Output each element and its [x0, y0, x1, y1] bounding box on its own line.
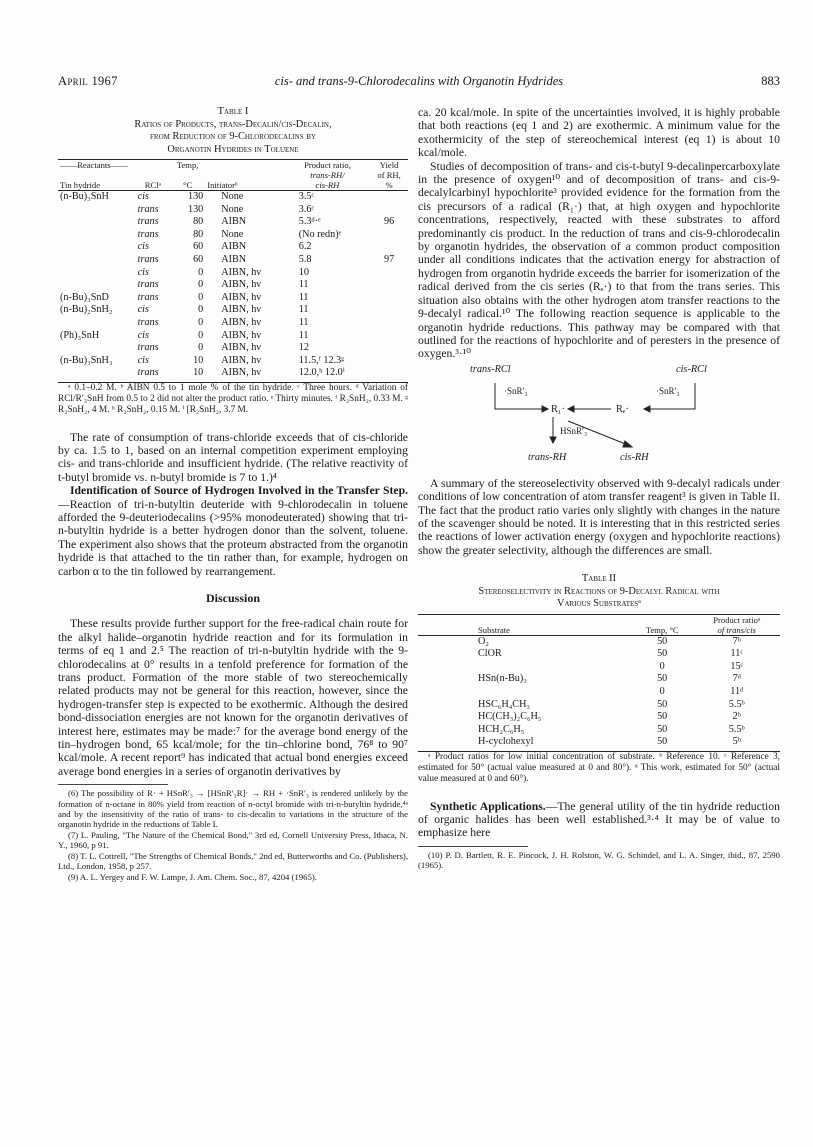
table-cell — [418, 686, 631, 699]
table-cell — [370, 292, 408, 305]
table-cell: trans — [137, 203, 159, 215]
table1-header: of RH, — [377, 170, 401, 180]
table-cell — [370, 241, 408, 254]
table-cell: 5.5ᵇ — [728, 723, 745, 735]
table-cell: AIBN, hν — [221, 291, 261, 303]
table-cell: 0 — [198, 329, 204, 341]
paragraph: —The general utility of the tin hydride reduction of organic halides has been well established.³·⁴ It may be of value to emphasize here — [418, 799, 780, 840]
table-row — [58, 216, 408, 229]
table-row — [58, 254, 408, 267]
scheme-trans-rcl: trans-RCl — [470, 363, 511, 375]
table-cell — [58, 279, 136, 292]
paragraph: These results provide further support for the free-radical chain route for the alkyl halide–organotin hydride reaction and for its formulation in terms of eq 1 and 2.⁵ The reaction of tri-n-butyltin hydride with the 9-chlorodecalins at 0° results in a tenfold preference for formation of the trans product. Formation of the more stable of two stereochemically related products may not be general for this reaction, however, since the hydrogen-transfer step is expected to be exothermic. Although the desired bond-dissociation energies are not known for the organotin derivatives of interest here, estimates may be made:⁷ for the average bond energy of the tin–hydrogen bond, 65 kcal/mole; for the tin–chlorine bond, 76⁸ to 90⁷ kcal/mole. A recent report⁹ has indicated that actual bond energies exceed average bond energies in a series of organotin derivatives by — [58, 617, 408, 778]
table-cell: 80 — [193, 228, 204, 240]
table-cell: 50 — [657, 736, 668, 748]
table1-header: Product ratio, — [304, 160, 351, 170]
table-cell: 50 — [657, 673, 668, 685]
table1-caption-line: from Reduction of 9-Chlorodecalins by — [150, 131, 316, 142]
section-heading: Discussion — [205, 590, 261, 605]
table-row — [418, 635, 780, 648]
table-cell — [370, 191, 408, 204]
table-cell — [58, 267, 136, 280]
table-row — [418, 673, 780, 686]
table-cell: 0 — [198, 266, 204, 278]
table2-header: Temp, °C — [645, 624, 679, 635]
table2-caption-line: Stereoselectivity in Reactions of 9-Decalyl Radical with — [478, 585, 720, 597]
table-cell: 5.5ᵇ — [728, 698, 745, 710]
table-cell: 96 — [384, 216, 395, 228]
footnote: (7) L. Pauling, "The Nature of the Chemical Bond," 3rd ed, Cornell University Press, Ithaca, N. Y., 1960, p 91. — [58, 829, 408, 851]
table1-header: Yield — [379, 160, 399, 170]
table2-caption-line: Various Substratesᵃ — [556, 598, 642, 610]
footnote: (6) The possibility of R· + HSnR′₃ → [HSnR′₃R]· → RH + ·SnR′₃ is rendered unlikely by the formation of n-octane in 80% yield from reaction of n-octyl bromide with tri-n-butyltin hydride,⁴ᵃ and by the insensitivity of the ratio of trans- to cis-decalin to variations in the structure of the organotin hydride in the reductions of Table I. — [58, 788, 408, 830]
table-cell: 11.5,ᶠ 12.3ᵍ — [298, 354, 345, 366]
table-row — [418, 724, 780, 737]
table-cell: (No redn)ᵉ — [298, 228, 342, 240]
table-cell: (n-Bu)₃SnH — [60, 191, 109, 202]
table-cell — [58, 367, 136, 380]
table-cell: 7ᵈ — [732, 673, 741, 685]
table-cell — [58, 229, 136, 242]
table-cell: 12.0,ʰ 12.0ⁱ — [298, 367, 345, 379]
table-cell: 15ᶜ — [730, 660, 744, 672]
table-cell: AIBN, hν — [221, 279, 261, 291]
scheme-hsnr: HSnR′₃ — [560, 425, 588, 436]
table-row — [58, 191, 408, 204]
table1-header: Initiatorᵇ — [207, 180, 238, 190]
scheme-arrows — [418, 361, 780, 477]
table-cell: None — [221, 228, 244, 240]
table-row — [418, 711, 780, 724]
table-cell: 0 — [198, 304, 204, 316]
table-cell — [370, 229, 408, 242]
table-cell: 0 — [198, 342, 204, 354]
subsection-heading: Synthetic Applications. — [430, 799, 546, 813]
footnote: (9) A. L. Yergey and F. W. Lampe, J. Am. Chem. Soc., 87, 4204 (1965). — [68, 871, 317, 882]
table-cell: HCH₂C₆H₅ — [478, 723, 525, 735]
table-cell: trans — [137, 342, 159, 354]
paragraph: The rate of consumption of trans-chloride exceeds that of cis-chloride by ca. 1.5 to 1, based on an internal competition experiment employing cis- and trans-chloride and insufficient hydride. (The relative reactivity of t-butyl bromide vs. n-butyl bromide is 7 to 1.)⁴ — [58, 430, 408, 484]
table-cell — [58, 342, 136, 355]
table1-caption-line: Organotin Hydrides in Toluene — [167, 143, 299, 155]
table-cell: HSC₆H₄CH₃ — [478, 698, 530, 710]
table-cell: 3.6ᶜ — [298, 203, 315, 215]
table-cell: cis — [137, 241, 149, 253]
table-cell: trans — [137, 228, 159, 240]
table-cell: 130 — [187, 191, 204, 202]
table-cell: 50 — [657, 698, 668, 710]
table-cell: 11ᵈ — [730, 686, 744, 698]
table-cell: 60 — [193, 241, 204, 253]
table-cell: AIBN, hν — [221, 266, 261, 278]
table1-header: cis-RH — [315, 180, 340, 190]
table1-label: Table I — [217, 106, 249, 117]
table-cell: trans — [137, 279, 159, 291]
table-row — [58, 279, 408, 292]
reaction-scheme — [418, 361, 780, 477]
table-cell — [58, 254, 136, 267]
scheme-snr-left: ·SnR′₃ — [504, 385, 528, 396]
table2-notes-text: ᵃ Product ratios for low initial concentration of substrate. ᵇ Reference 10. ᶜ Reference 3, estimated for 50° (actual value measured at 0 and 80°). ᵈ This work, estimated for 50° (actual value measured at 0 and 60°). — [418, 752, 780, 785]
table-cell: 0 — [198, 291, 204, 303]
table1-header: % — [385, 180, 393, 190]
running-header — [58, 74, 780, 92]
scheme-r1: R₁· — [551, 403, 565, 415]
table-cell: 11 — [298, 316, 309, 328]
table-cell: 97 — [384, 253, 395, 265]
table-cell: 60 — [193, 253, 204, 265]
table-cell: trans — [137, 216, 159, 228]
scheme-snr-right: ·SnR′₃ — [656, 385, 680, 396]
table-cell — [370, 367, 408, 380]
table-cell — [58, 204, 136, 217]
table-cell: AIBN, hν — [221, 354, 261, 366]
table-cell: 5.3ᵈ·ᵉ — [298, 216, 321, 228]
header-title: cis- and trans-9-Chlorodecalins with Organotin Hydrides — [274, 74, 564, 88]
footnote: (10) P. D. Bartlett, R. E. Pincock, J. H. Rolston, W. G. Schindel, and L. A. Singer, ibid., 87, 2590 (1965). — [418, 849, 780, 871]
table1-header: Tin hydride — [60, 180, 101, 190]
table2-header: Product ratioᵃ — [713, 614, 761, 625]
table-cell: trans — [137, 253, 159, 265]
table-cell — [370, 267, 408, 280]
table-cell — [370, 342, 408, 355]
table-cell: AIBN — [221, 241, 247, 253]
left-column — [58, 106, 408, 882]
table1-caption-line: Ratios of Products, trans-Decalin/cis-Decalin, — [134, 118, 332, 130]
table-cell — [370, 355, 408, 368]
paragraph: ca. 20 kcal/mole. In spite of the uncertainties involved, it is highly probable that both reactions (eq 1 and 2) are exothermic. A minimum value for the exothermicity of the step of stereochemical interest (eq 1) is about 10 kcal/mole. — [418, 106, 780, 160]
paragraph: Studies of decomposition of trans- and cis-t-butyl 9-decalinpercarboxylate in the presence of oxygen¹⁰ and of decomposition of trans- and cis-9-decalylcarbinyl hypochlorite³ provided evidence for the formation from the cis precursors of a radical (R₁·) that, at high oxygen and hypochlorite concentrations, respectively, reacted with these substrates to afford predominantly cis product. In the reduction of trans and cis-9-chlorodecalin by organotin hydrides, the observation of a common product composition under all conditions indicates that the activation energy for abstraction of hydrogen from organotin hydride exceeds the barrier for isomerization of the radical derived from the cis series (Rₑ·) to that from the trans series. This situation also obtains with the other hydrogen atom transfer reactions to the 9-decalyl radical.¹⁰ The following reaction sequence is applicable to the organotin hydride reductions. This pathway may be compared with that outlined for the reactions of hypochlorite and of peresters in the presence of oxygen.³·¹⁰ — [418, 159, 780, 361]
table-cell: AIBN, hν — [221, 367, 261, 379]
table-cell: None — [221, 191, 244, 202]
table-cell: 50 — [657, 648, 668, 660]
table-cell: 11 — [298, 279, 309, 291]
table-cell: 0 — [198, 279, 204, 291]
table-cell: cis — [137, 191, 149, 202]
table-cell: 50 — [657, 711, 668, 723]
table-cell: AIBN, hν — [221, 329, 261, 341]
paragraph: —Reaction of tri-n-butyltin deuteride with 9-chlorodecalin in toluene afforded the 9-deuteriodecalins (>95% monodeuterated) showing that tri-n-butyltin hydride is a better hydrogen donor than the solvent, toluene. The experiment also shows that the proteum abstracted from the organotin hydride is that attached to the tin rather than, for example, hydrogen on carbon α to the tin followed by rearrangement. — [58, 497, 408, 578]
table2-notes — [418, 752, 780, 786]
table-cell: trans — [137, 291, 159, 303]
table-cell: 10 — [193, 354, 204, 366]
table-cell: (n-Bu)₃SnH₃ — [60, 354, 113, 366]
table-row — [58, 367, 408, 380]
table-cell: O₂ — [478, 635, 489, 647]
table-cell: cis — [137, 354, 149, 366]
table-row — [418, 648, 780, 661]
table-cell: cis — [137, 304, 149, 316]
table1-header: °C — [183, 180, 193, 190]
table-cell: 11 — [298, 291, 309, 303]
table1-header: RClᵃ — [144, 180, 161, 190]
table-row — [418, 736, 780, 749]
table-cell: 6.2 — [298, 241, 312, 253]
table-row — [58, 317, 408, 330]
table-cell: HC(CH₃)₂C₆H₅ — [478, 711, 542, 723]
table-row — [58, 292, 408, 305]
table-cell — [58, 317, 136, 330]
table2-header: Substrate — [478, 624, 510, 635]
footnote: (8) T. L. Cottrell, "The Strengths of Chemical Bonds," 2nd ed, Butterworths and Co. (Publishers), Ltd., London, 1958, p 257. — [58, 850, 408, 872]
table-cell: 5ᵇ — [732, 736, 741, 748]
table-cell — [58, 241, 136, 254]
table-cell: 10 — [298, 266, 309, 278]
table2-header: of trans/cis — [717, 624, 756, 635]
table-cell: 11 — [298, 329, 309, 341]
table-cell: trans — [137, 316, 159, 328]
table-cell: 50 — [657, 635, 668, 647]
table-row — [58, 229, 408, 242]
table-row — [418, 686, 780, 699]
table-cell: AIBN — [221, 216, 247, 228]
table-row — [58, 304, 408, 317]
table-row — [58, 342, 408, 355]
table-cell: 10 — [193, 367, 204, 379]
table-cell: 11 — [298, 304, 309, 316]
table-cell: AIBN, hν — [221, 304, 261, 316]
table-cell: HSn(n-Bu)₃ — [478, 673, 527, 685]
table1 — [58, 159, 408, 380]
table-cell: (n-Bu)₃SnD — [60, 291, 109, 303]
table-cell — [370, 317, 408, 330]
table-cell: cis — [137, 266, 149, 278]
table1-caption — [58, 106, 408, 156]
scheme-trans-rh: trans-RH — [528, 451, 567, 463]
table-row — [58, 241, 408, 254]
table-cell: 7ᵇ — [732, 635, 741, 647]
table1-header: trans-RH/ — [310, 170, 345, 180]
table-cell: cis — [137, 329, 149, 341]
table-cell: (Ph)₃SnH — [60, 329, 100, 341]
table-cell: 80 — [193, 216, 204, 228]
table2-label: Table II — [581, 573, 617, 585]
table-cell — [370, 279, 408, 292]
table-row — [418, 661, 780, 674]
table-cell: 130 — [187, 203, 204, 215]
subsection-heading: Identification of Source of Hydrogen Involved in the Transfer Step. — [70, 484, 408, 498]
table-cell — [58, 216, 136, 229]
table-cell: 2ᵇ — [732, 711, 741, 723]
header-date: April 1967 — [58, 74, 118, 88]
table1-header: ——Reactants—— — [60, 160, 128, 170]
table-row — [58, 267, 408, 280]
table-cell: 0 — [659, 686, 665, 698]
right-column — [418, 106, 780, 871]
table1-notes — [58, 383, 408, 417]
scheme-re: Rₑ· — [616, 403, 629, 415]
scheme-cis-rh: cis-RH — [620, 451, 649, 463]
table-cell — [418, 661, 631, 674]
table-row — [58, 355, 408, 368]
table-cell: H-cyclohexyl — [478, 736, 534, 748]
table2-caption — [418, 573, 780, 611]
footnotes — [58, 788, 408, 882]
paragraph: A summary of the stereoselectivity observed with 9-decalyl radicals under conditions of low concentration of atom transfer reagent³ is given in Table II. The fact that the product ratio varies only slightly with changes in the nature of the scavenger should be noted. It is interesting that in this restricted series the reactions of lower activation energy (oxygen and hypochlorite reactions) show the greater selectivity, although the differences are small. — [418, 476, 780, 557]
table-cell: AIBN, hν — [221, 316, 261, 328]
table-cell — [370, 330, 408, 343]
table1-header: Temp, — [176, 160, 199, 170]
table-row — [58, 204, 408, 217]
table-cell — [370, 304, 408, 317]
table2 — [418, 614, 780, 749]
scheme-cis-rcl: cis-RCl — [676, 363, 707, 375]
table-cell: 0 — [198, 316, 204, 328]
table-row — [418, 699, 780, 712]
page-number: 883 — [761, 74, 780, 88]
footnotes — [418, 850, 780, 871]
table-row — [58, 330, 408, 343]
table-cell: 0 — [659, 660, 665, 672]
table-cell: trans — [137, 367, 159, 379]
table-cell: None — [221, 203, 244, 215]
table-cell: 5.8 — [298, 253, 312, 265]
table-cell: (n-Bu)₂SnH₂ — [60, 304, 113, 316]
table1-notes-text: ᵃ 0.1–0.2 M. ᵇ AIBN 0.5 to 1 mole % of the tin hydride. ᶜ Three hours. ᵈ Variation of RCl/R′₃SnH from 0.5 to 2 did not alter the product ratio. ᵉ Thirty minutes. ᶠ R₂SnH₂, 0.33 M. ᵍ R₂SnH₂, 4 M. ʰ R₂SnH₂, 0.15 M. ⁱ [R₂SnH₂, 3.7 M. — [58, 382, 408, 416]
table-cell: 12 — [298, 342, 309, 354]
table-cell: 50 — [657, 723, 668, 735]
table-cell: ClOR — [478, 648, 502, 660]
table-cell: AIBN, hν — [221, 342, 261, 354]
table-cell: AIBN — [221, 253, 247, 265]
table-cell: 11ᶜ — [730, 648, 743, 660]
table-cell: 3.5ᶜ — [298, 191, 315, 202]
table-cell — [370, 204, 408, 217]
